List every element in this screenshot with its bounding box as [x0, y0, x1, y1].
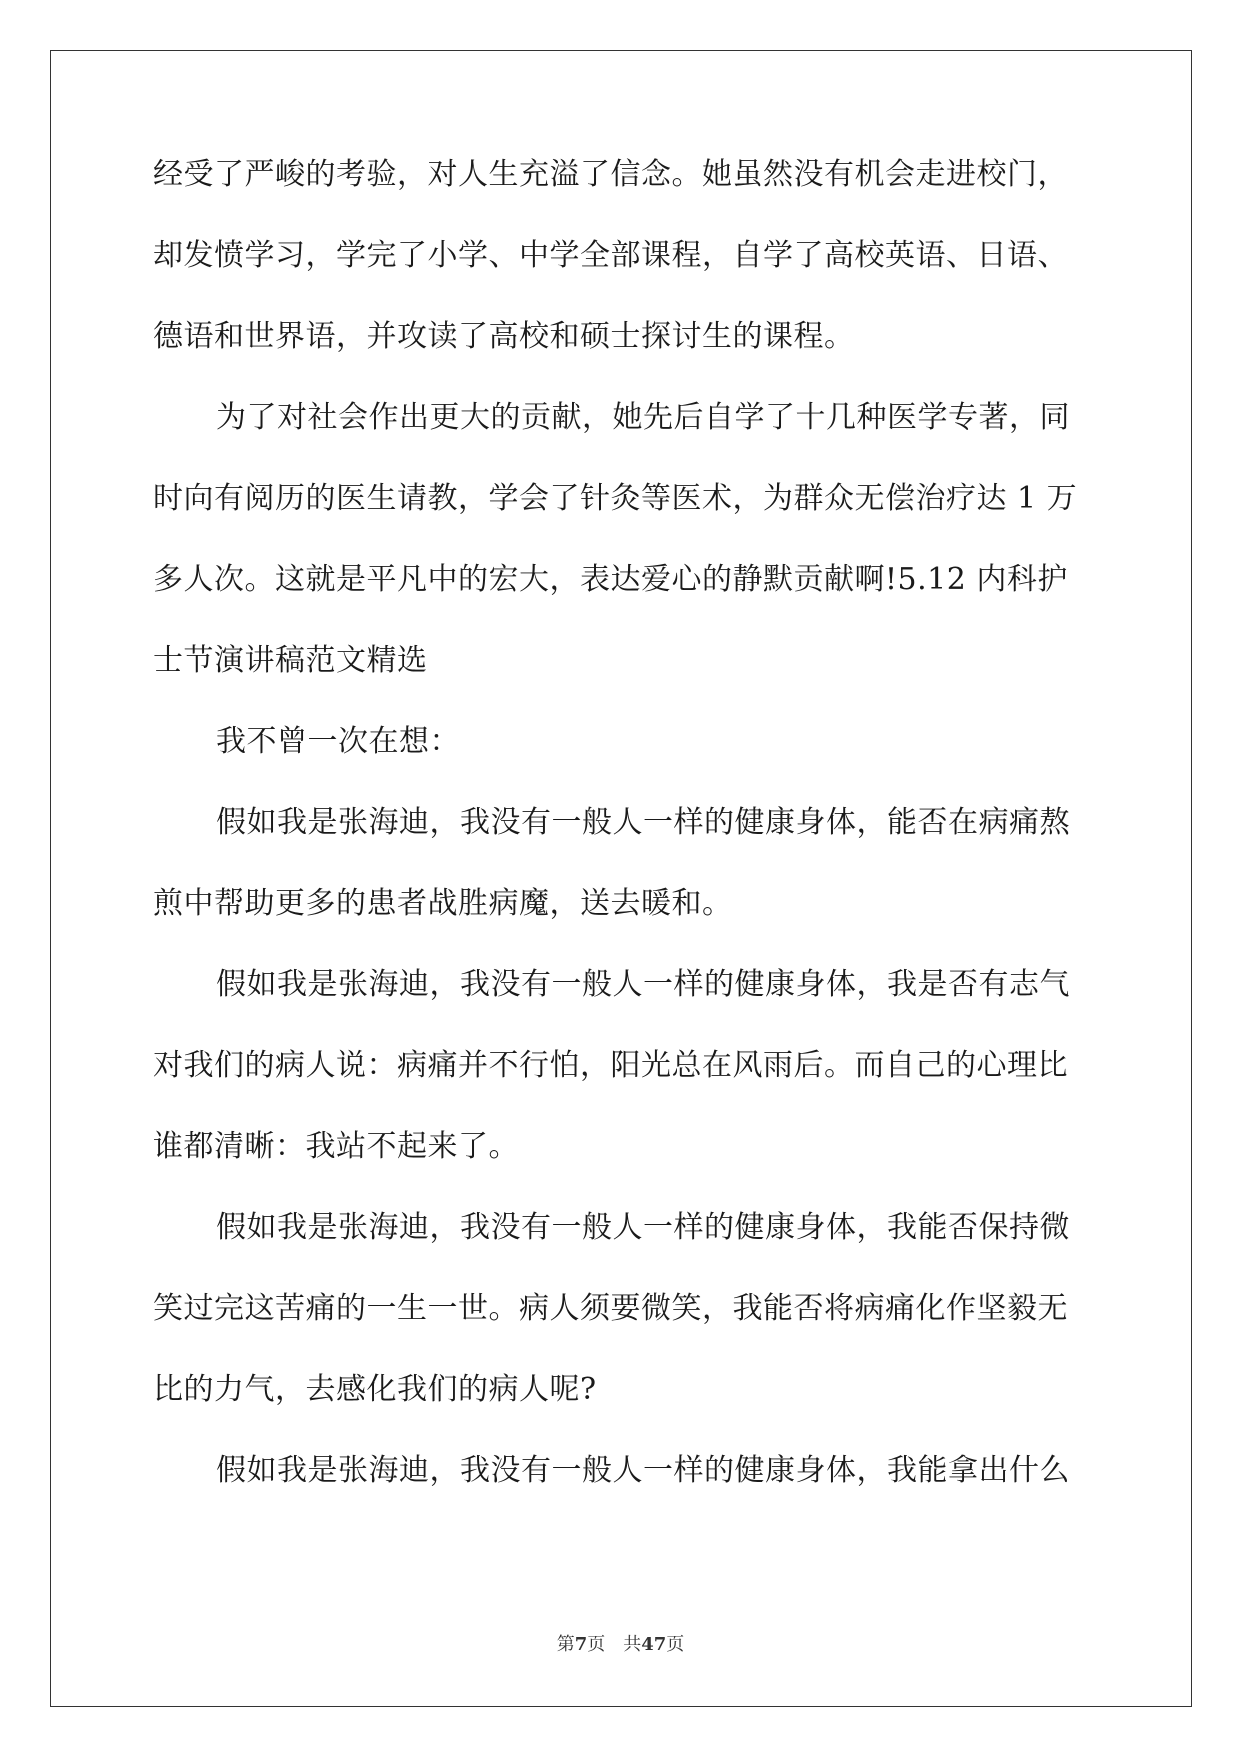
footer-total-suffix: 页	[666, 1634, 685, 1655]
text-line: 笑过完这苦痛的一生一世。病人须要微笑，我能否将病痛化作坚毅无	[153, 1291, 1068, 1326]
paragraph-start-line: 我不曾一次在想：	[216, 724, 460, 759]
paragraph-start-line: 假如我是张海迪，我没有一般人一样的健康身体，我能拿出什么	[216, 1453, 1070, 1488]
text-line: 却发愤学习，学完了小学、中学全部课程，自学了高校英语、日语、	[153, 238, 1068, 273]
text-line: 士节演讲稿范文精选	[153, 643, 428, 678]
paragraph-start-line: 假如我是张海迪，我没有一般人一样的健康身体，能否在病痛熬	[216, 805, 1070, 840]
text-line: 时向有阅历的医生请教，学会了针灸等医术，为群众无偿治疗达 1 万	[153, 481, 1078, 516]
text-line: 经受了严峻的考验，对人生充溢了信念。她虽然没有机会走进校门，	[153, 157, 1068, 192]
text-line: 多人次。这就是平凡中的宏大，表达爱心的静默贡献啊!5.12 内科护	[153, 562, 1068, 597]
current-page-number: 7	[574, 1634, 588, 1655]
page-footer	[0, 1633, 1241, 1657]
paragraph-start-line: 假如我是张海迪，我没有一般人一样的健康身体，我能否保持微	[216, 1210, 1070, 1245]
text-line: 比的力气，去感化我们的病人呢?	[153, 1372, 597, 1407]
text-line: 煎中帮助更多的患者战胜病魔，送去暖和。	[153, 886, 733, 921]
paragraph-start-line: 假如我是张海迪，我没有一般人一样的健康身体，我是否有志气	[216, 967, 1070, 1002]
text-line: 德语和世界语，并攻读了高校和硕士探讨生的课程。	[153, 319, 855, 354]
footer-total-prefix: 共	[623, 1634, 642, 1655]
footer-page-suffix: 页	[587, 1634, 606, 1655]
text-line: 谁都清晰：我站不起来了。	[153, 1129, 519, 1164]
paragraph-start-line: 为了对社会作出更大的贡献，她先后自学了十几种医学专著，同	[216, 400, 1070, 435]
footer-prefix: 第	[556, 1634, 575, 1655]
total-page-count: 47	[641, 1634, 667, 1655]
text-line: 对我们的病人说：病痛并不行怕，阳光总在风雨后。而自己的心理比	[153, 1048, 1068, 1083]
